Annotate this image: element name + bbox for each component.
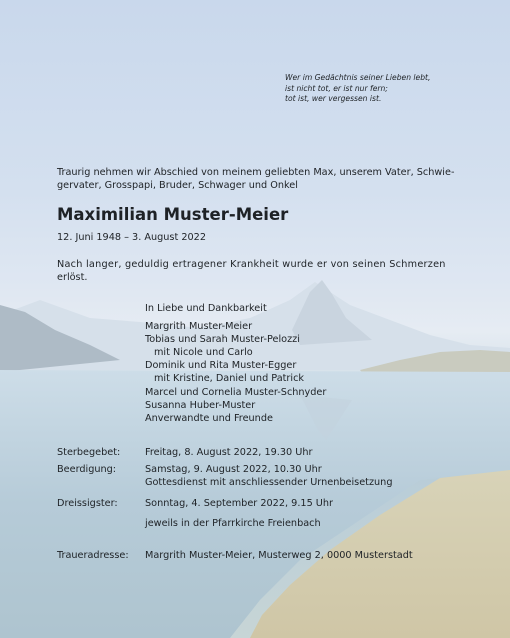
beerdigung-label: Beerdigung: xyxy=(57,464,117,475)
deceased-name: Maximilian Muster-Meier xyxy=(57,205,289,224)
intro-line: gervater, Grosspapi, Bruder, Schwager und Onkel xyxy=(57,180,298,191)
quote-line: Wer im Gedächtnis seiner Lieben lebt, xyxy=(285,73,431,82)
dreissigster-label: Dreissigster: xyxy=(57,498,118,509)
sterbegebet-value: Freitag, 8. August 2022, 19.30 Uhr xyxy=(145,447,313,458)
ceremony-location: jeweils in der Pfarrkirche Freienbach xyxy=(145,518,321,529)
mourner-line: Tobias und Sarah Muster-Pelozzi xyxy=(145,334,300,346)
beerdigung-note: Gottesdienst mit anschliessender Urnenbeisetzung xyxy=(145,477,393,488)
intro-text xyxy=(57,166,454,192)
mourner-line: Anverwandte und Freunde xyxy=(145,412,273,424)
mourner-line: Marcel und Cornelia Muster-Schnyder xyxy=(145,386,327,398)
beerdigung-value: Samstag, 9. August 2022, 10.30 Uhr xyxy=(145,464,322,475)
mourner-line: Dominik und Rita Muster-Egger xyxy=(145,360,297,372)
address-label: Traueradresse: xyxy=(57,550,129,561)
intro-line: Traurig nehmen wir Abschied von meinem geliebten Max, unserem Vater, Schwie- xyxy=(57,167,455,178)
mourner-line: mit Nicole und Carlo xyxy=(154,347,253,359)
quote-line: tot ist, wer vergessen ist. xyxy=(285,94,382,103)
life-dates: 12. Juni 1948 – 3. August 2022 xyxy=(57,232,207,243)
quote-line: ist nicht tot, er ist nur fern; xyxy=(285,83,388,93)
mourners-list xyxy=(145,302,326,425)
paragraph-line-text: Nach langer, geduldig ertragener Krankheit wurde er von seinen Schmerzen xyxy=(57,259,446,270)
mourner-line: Susanna Huber-Muster xyxy=(145,399,256,411)
paragraph-line: erlöst. xyxy=(57,272,88,283)
address-value: Margrith Muster-Meier, Musterweg 2, 0000 Musterstadt xyxy=(145,550,413,561)
mourner-line: mit Kristine, Daniel und Patrick xyxy=(154,373,305,385)
sterbegebet-label: Sterbegebet: xyxy=(57,447,121,458)
memorial-quote xyxy=(285,73,430,105)
paragraph-line xyxy=(57,258,483,271)
condolence-paragraph xyxy=(57,258,483,284)
mourner-line: Margrith Muster-Meier xyxy=(145,321,253,333)
mourners-heading: In Liebe und Dankbarkeit xyxy=(145,303,267,314)
dreissigster-value: Sonntag, 4. September 2022, 9.15 Uhr xyxy=(145,498,334,509)
